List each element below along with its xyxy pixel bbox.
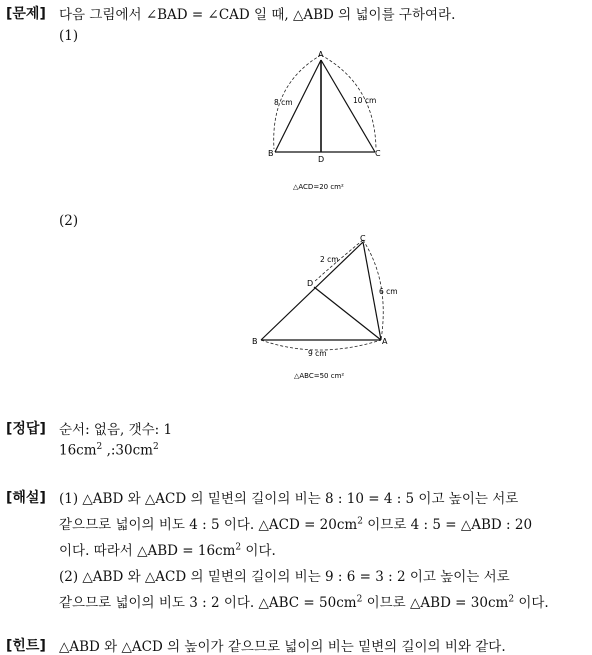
fig1-A: A — [318, 50, 324, 59]
sup: 2 — [152, 442, 159, 452]
sup: 2 — [356, 594, 363, 605]
fig2-B: B — [252, 337, 258, 346]
fig1-right-length: 10 cm — [353, 96, 377, 105]
fig2-ba-length: 9 cm — [308, 349, 327, 358]
text: 같으므로 넓이의 비도 3 : 2 이다. △ABC = 50cm — [59, 595, 357, 611]
problem-question: 다음 그림에서 ∠BAD = ∠CAD 일 때, △ABD 의 넓이를 구하여라. — [59, 7, 456, 23]
figure2-triangle — [248, 232, 408, 382]
solution-line3 — [59, 539, 276, 559]
solution-label: [해설] — [6, 490, 46, 506]
answer-val1: 16cm — [59, 442, 97, 459]
sup: 2 — [357, 516, 363, 527]
answer-line2 — [59, 442, 159, 459]
solution-line2 — [59, 513, 532, 533]
solution-line4: (2) △ABD 와 △ACD 의 밑변의 길이의 비는 9 : 6 = 3 : 2 이고 높이는 서로 — [59, 569, 510, 585]
fig2-ca-length: 6 cm — [379, 287, 398, 296]
fig2-caption: △ABC=50 cm² — [294, 372, 345, 380]
sup: 2 — [508, 594, 515, 605]
text: 이므로 △ABD = 30cm — [362, 595, 509, 611]
sup: 2 — [96, 442, 103, 452]
text: 이므로 4 : 5 = △ABD : 20 — [362, 517, 533, 533]
hint-text: △ABD 와 △ACD 의 높이가 같으므로 넓이의 비는 밑변의 길이의 비와 같다. — [59, 639, 506, 655]
text: 이다. — [514, 595, 549, 611]
sup: 2 — [235, 542, 242, 553]
fig1-B: B — [268, 149, 274, 158]
hint-label: [힌트] — [6, 638, 46, 654]
solution-line1: (1) △ABD 와 △ACD 의 밑변의 길이의 비는 8 : 10 = 4 : 5 이고 높이는 서로 — [59, 491, 519, 507]
text: 이다. — [241, 543, 276, 559]
answer-val2: ,:30cm — [102, 442, 153, 459]
text: 이다. 따라서 △ABD = 16cm — [59, 543, 236, 559]
fig2-cd-length: 2 cm — [320, 255, 339, 264]
fig2-D: D — [307, 279, 314, 288]
fig1-D: D — [318, 155, 325, 164]
solution-line5 — [59, 591, 549, 611]
answer-label: [정답] — [6, 421, 46, 437]
answer-line1: 순서: 없음, 갯수: 1 — [59, 422, 173, 438]
figure1-triangle — [260, 45, 380, 200]
problem-label: [문제] — [6, 6, 46, 22]
fig1-left-length: 8 cm — [274, 98, 293, 107]
part1-label: (1) — [59, 28, 79, 44]
fig1-caption: △ACD=20 cm² — [293, 183, 344, 191]
part2-label: (2) — [59, 213, 79, 229]
fig2-C: C — [360, 234, 366, 243]
text: 같으므로 넓이의 비도 4 : 5 이다. △ACD = 20cm — [59, 517, 358, 533]
fig2-A: A — [382, 337, 388, 346]
fig1-C: C — [375, 149, 381, 158]
